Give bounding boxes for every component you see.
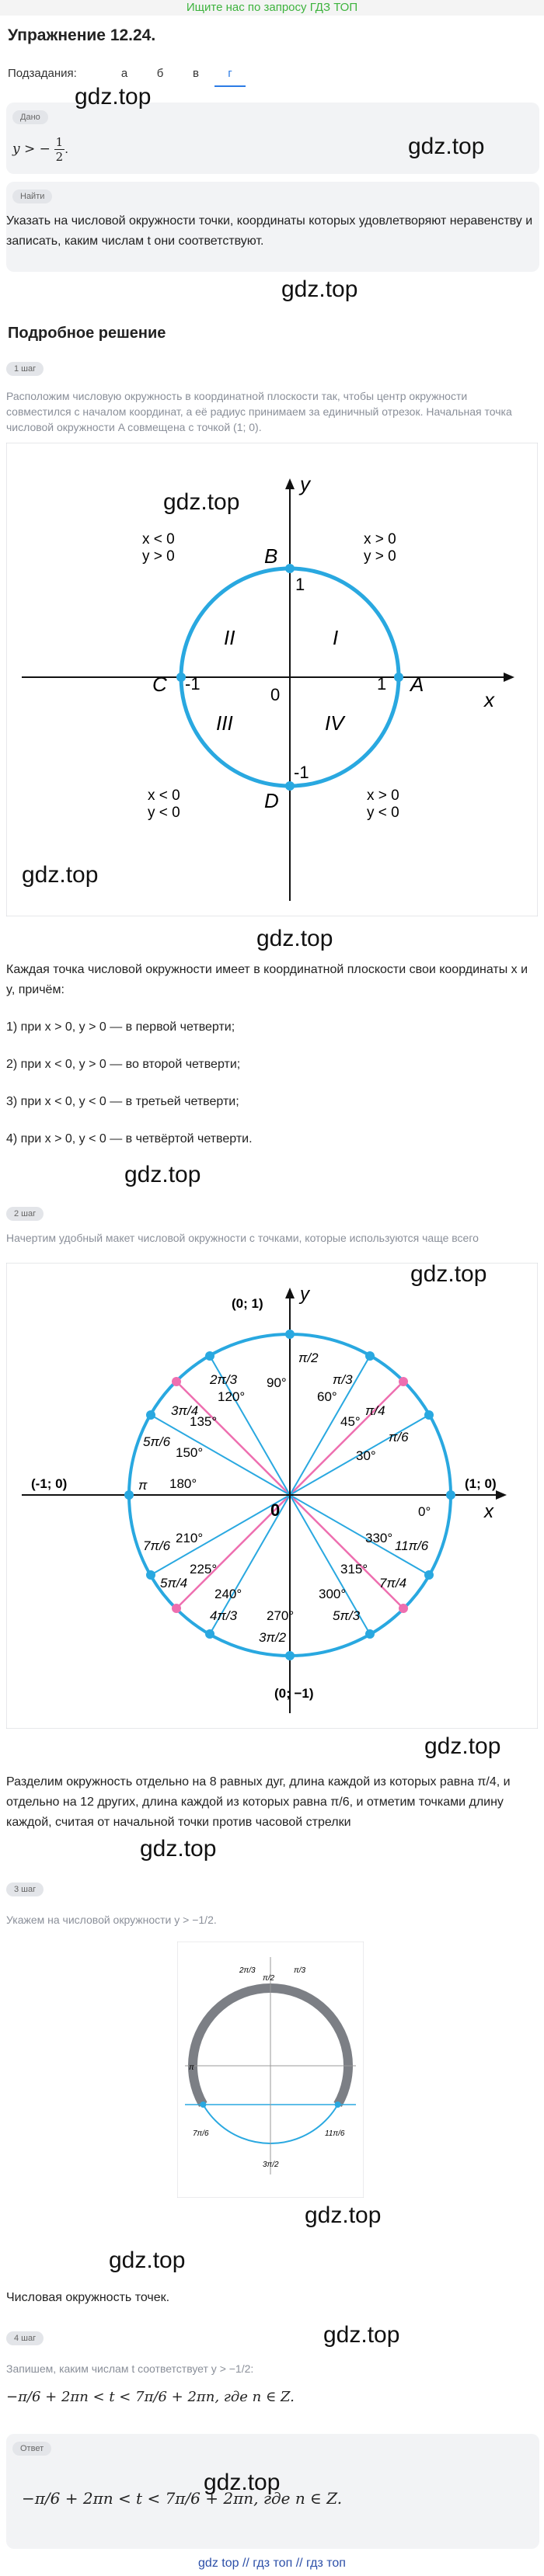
svg-text:240°: 240° (214, 1587, 242, 1601)
rule-3: 3) при x < 0, y < 0 — в третьей четверти; (6, 1095, 239, 1108)
top-banner[interactable]: Ищите нас по запросу ГДЗ ТОП (0, 0, 544, 16)
svg-text:5π/4: 5π/4 (160, 1576, 188, 1590)
rule-4: 4) при x > 0, y < 0 — в четвёртой четверти. (6, 1132, 253, 1145)
svg-text:45°: 45° (340, 1414, 361, 1429)
origin-label: 0 (270, 1500, 281, 1520)
svg-text:3π/4: 3π/4 (171, 1403, 199, 1418)
svg-text:7π/6: 7π/6 (143, 1538, 171, 1553)
sign-q3-y: y < 0 (148, 805, 180, 821)
svg-text:3π/2: 3π/2 (259, 1630, 287, 1645)
step1-intro: Расположим числовую окружность в координатной плоскости так, чтобы центр окружности совместился с началом координат, а её радиус принимаем за единичный отрезок. Начальная точка числовой окружности A совмещена с точкой (1; 0). (6, 390, 512, 433)
svg-text:π/2: π/2 (298, 1351, 319, 1365)
y-axis-label: y (300, 472, 310, 495)
svg-text:2π/3: 2π/3 (210, 1372, 238, 1387)
point-b-label: B (264, 544, 278, 568)
rule-1: 1) при x > 0, y > 0 — в первой четверти; (6, 1020, 235, 1034)
step4-intro: Запишем, каким числам t соответствует y > −1/2: (6, 2362, 254, 2375)
quarter-1: I (333, 626, 339, 649)
watermark: gdz.top (140, 1836, 217, 1862)
point-d-label: D (264, 789, 279, 812)
page-title: Упражнение 12.24. (8, 26, 156, 44)
quarter-2: II (224, 626, 235, 649)
watermark: gdz.top (22, 862, 99, 888)
tick-x-pos: 1 (377, 674, 387, 694)
coord-bottom: (0; −1) (274, 1686, 314, 1701)
svg-text:5π/3: 5π/3 (333, 1608, 361, 1623)
endpoint-left (200, 2101, 206, 2108)
svg-text:π/3: π/3 (333, 1372, 353, 1387)
tick-x-neg: -1 (185, 674, 201, 694)
svg-text:π: π (138, 1478, 148, 1493)
svg-text:5π/6: 5π/6 (143, 1434, 171, 1449)
active-tab-underline (214, 85, 246, 87)
coord-top: (0; 1) (232, 1296, 263, 1311)
step4-tag: 4 шаг (6, 2331, 44, 2345)
point-a-label: A (410, 673, 424, 696)
footer-links[interactable]: gdz top // гдз топ // гдз топ (198, 2557, 346, 2570)
watermark: gdz.top (424, 1733, 501, 1759)
svg-text:90°: 90° (267, 1375, 287, 1390)
watermark: gdz.top (124, 1162, 201, 1187)
tab-g[interactable]: г (228, 67, 232, 80)
svg-text:30°: 30° (356, 1448, 376, 1463)
sign-q3-x: x < 0 (148, 787, 180, 804)
rule-2: 2) при x < 0, y > 0 — во второй четверти; (6, 1058, 241, 1071)
x-axis-label: x (484, 688, 494, 711)
svg-text:135°: 135° (190, 1414, 218, 1429)
sign-q1-x: x > 0 (364, 531, 396, 548)
svg-text:π/2: π/2 (263, 1974, 275, 1983)
tick-y-neg: -1 (294, 763, 309, 782)
step3-tag: 3 шаг (6, 1882, 44, 1896)
answer-formula: −π/6 + 2πn < t < 7π/6 + 2πn, где n ∈ Z. (22, 2489, 343, 2508)
svg-text:2π/3: 2π/3 (239, 1966, 256, 1975)
coord-right: (1; 0) (465, 1476, 497, 1491)
subtasks-label: Подзадания: (8, 67, 77, 80)
step1-lead: Каждая точка числовой окружности имеет в координатной плоскости свои координаты x и y, причём: (6, 963, 528, 996)
svg-text:4π/3: 4π/3 (210, 1608, 238, 1623)
svg-text:315°: 315° (340, 1562, 368, 1577)
svg-text:300°: 300° (319, 1587, 347, 1601)
step4-formula: −π/6 + 2πn < t < 7π/6 + 2πn, где n ∈ Z. (6, 2389, 295, 2405)
watermark: gdz.top (305, 2202, 382, 2228)
quarters-diagram (6, 443, 538, 916)
svg-text:270°: 270° (267, 1608, 295, 1623)
watermark: gdz.top (163, 489, 240, 515)
svg-text:120°: 120° (218, 1389, 246, 1404)
answer-tag: Ответ (12, 2442, 51, 2456)
svg-text:π/6: π/6 (389, 1430, 409, 1444)
find-text: Указать на числовой окружности точки, координаты которых удовлетворяют неравенству и записать, каким числам t они соответствуют. (6, 214, 533, 248)
svg-text:π: π (189, 2063, 194, 2072)
solution-title: Подробное решение (8, 325, 166, 342)
x-axis-label: x (484, 1501, 493, 1522)
svg-text:0°: 0° (418, 1504, 431, 1519)
endpoint-right (335, 2101, 341, 2108)
sign-q2-y: y > 0 (142, 548, 175, 565)
watermark: gdz.top (410, 1261, 487, 1287)
svg-text:210°: 210° (176, 1531, 204, 1545)
point-c-label: C (152, 673, 167, 696)
given-formula: y > − $\frac{1}{2}$ . (12, 135, 68, 164)
step2-intro: Начертим удобный макет числовой окружности с точками, которые используются чаще всего (6, 1232, 479, 1244)
watermark: gdz.top (75, 84, 152, 110)
svg-text:7π/4: 7π/4 (379, 1576, 407, 1590)
sign-q1-y: y > 0 (364, 548, 396, 565)
sign-q4-x: x > 0 (367, 787, 399, 804)
watermark: gdz.top (408, 134, 485, 159)
diagram-frame (6, 443, 538, 916)
svg-text:π/3: π/3 (294, 1966, 306, 1975)
svg-text:11π/6: 11π/6 (395, 1538, 429, 1553)
find-card (6, 182, 539, 272)
unit-circle-diagram (6, 1263, 538, 1729)
svg-text:π/4: π/4 (365, 1403, 385, 1418)
step3-intro: Укажем на числовой окружности y > −1/2. (6, 1914, 217, 1926)
watermark: gdz.top (256, 926, 333, 951)
watermark: gdz.top (109, 2247, 186, 2273)
point-b (285, 564, 295, 573)
origin-label: 0 (270, 685, 281, 704)
step3-circle (177, 1942, 364, 2198)
step2-tag: 2 шаг (6, 1207, 44, 1221)
tick-y-pos: 1 (295, 575, 305, 594)
y-axis-label: y (300, 1284, 309, 1305)
find-tag: Найти (12, 189, 52, 203)
step2-outro: Разделим окружность отдельно на 8 равных дуг, длина каждой из которых равна π/4, и отдельно на 12 других, длина каждой из которых равна π/6, и отметим точками длину каждой, считая от начальной точки против часовой стрелки (6, 1775, 511, 1829)
step3-caption: Числовая окружность точек. (6, 2291, 170, 2304)
svg-text:225°: 225° (190, 1562, 218, 1577)
svg-text:7π/6: 7π/6 (193, 2129, 209, 2138)
tab-v[interactable]: в (193, 67, 199, 80)
watermark: gdz.top (323, 2322, 400, 2348)
tab-a[interactable]: а (120, 67, 128, 80)
svg-text:3π/2: 3π/2 (263, 2161, 279, 2169)
point-a (394, 673, 403, 682)
tab-b[interactable]: б (156, 67, 164, 80)
svg-text:11π/6: 11π/6 (325, 2129, 345, 2138)
sign-q4-y: y < 0 (367, 805, 399, 821)
svg-text:330°: 330° (365, 1531, 393, 1545)
svg-text:60°: 60° (317, 1389, 337, 1404)
watermark: gdz.top (281, 276, 358, 302)
point-d (285, 781, 295, 791)
svg-text:150°: 150° (176, 1445, 204, 1460)
watermark: gdz.top (204, 2470, 281, 2495)
given-tag: Дано (12, 110, 48, 124)
step1-tag: 1 шаг (6, 362, 44, 376)
sign-q2-x: x < 0 (142, 531, 175, 548)
quarter-3: III (216, 711, 233, 735)
svg-text:180°: 180° (169, 1476, 197, 1491)
quarter-4: IV (325, 711, 344, 735)
coord-left: (-1; 0) (31, 1476, 68, 1491)
